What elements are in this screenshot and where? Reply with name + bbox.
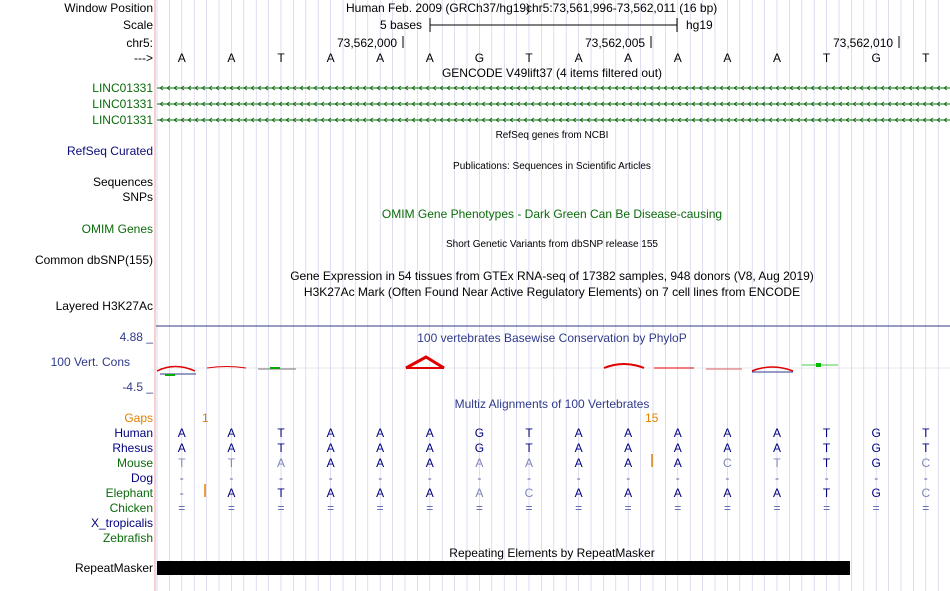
gap-count: 15: [645, 411, 659, 425]
rmsk-label[interactable]: RepeatMasker: [74, 561, 153, 575]
dbsnp-label[interactable]: Common dbSNP(155): [34, 253, 153, 267]
alignment-base: -: [675, 471, 680, 485]
alignment-base: C: [921, 456, 931, 470]
gencode-item-label[interactable]: LINC01331: [92, 97, 153, 111]
alignment-base: -: [775, 471, 779, 485]
species-label[interactable]: Elephant: [105, 486, 153, 500]
sequence-base: A: [425, 51, 434, 65]
window-position-label: Window Position: [64, 1, 153, 15]
tick-label: 73,562,005: [585, 36, 646, 50]
alignment-base: A: [574, 441, 583, 455]
alignment-base: G: [474, 441, 485, 455]
sequence-base: G: [871, 51, 881, 65]
refseq-track-title[interactable]: RefSeq genes from NCBI: [495, 130, 609, 141]
alignment-base: T: [822, 426, 831, 440]
alignment-base: -: [725, 471, 730, 485]
alignment-base: =: [277, 501, 285, 515]
multiz-track-title[interactable]: Multiz Alignments of 100 Vertebrates: [454, 397, 650, 411]
sequence-base: A: [574, 51, 583, 65]
tick-label: 73,562,010: [833, 36, 894, 50]
sequence-base: A: [624, 51, 633, 65]
alignment-base: -: [279, 471, 283, 485]
alignment-base: A: [673, 456, 682, 470]
gencode-track-title[interactable]: GENCODE V49lift37 (4 items filtered out): [441, 66, 663, 80]
sequence-base: G: [474, 51, 485, 65]
alignment-base: A: [673, 486, 682, 500]
sequence-base: A: [376, 51, 385, 65]
sequence-base: T: [277, 51, 285, 65]
alignment-base: =: [327, 501, 335, 515]
sequence-base: T: [525, 51, 533, 65]
alignment-base: T: [277, 441, 285, 455]
alignment-base: G: [871, 456, 881, 470]
sequence-base: A: [723, 51, 732, 65]
dbsnp-track-title[interactable]: Short Genetic Variants from dbSNP release 155: [446, 239, 658, 250]
alignment-base: T: [277, 486, 285, 500]
alignment-base: A: [276, 456, 285, 470]
cons-track-title[interactable]: 100 vertebrates Basewise Conservation by PhyloP: [417, 331, 687, 345]
alignment-base: A: [227, 441, 236, 455]
alignment-base: G: [871, 441, 881, 455]
alignment-base: A: [772, 426, 781, 440]
alignment-base: A: [376, 486, 385, 500]
alignment-base: -: [923, 471, 928, 485]
alignment-base: A: [723, 441, 732, 455]
alignment-base: =: [575, 501, 583, 515]
h3k27ac-label[interactable]: Layered H3K27Ac: [55, 299, 153, 313]
alignment-base: A: [673, 426, 682, 440]
alignment-base: A: [723, 426, 732, 440]
alignment-base: -: [874, 471, 879, 485]
alignment-base: =: [178, 501, 186, 515]
alignment-base: C: [921, 486, 931, 500]
alignment-base: -: [477, 471, 482, 485]
alignment-base: =: [823, 501, 831, 515]
alignment-base: C: [524, 486, 534, 500]
alignment-base: A: [227, 486, 236, 500]
alignment-base: T: [922, 441, 930, 455]
alignment-base: =: [872, 501, 880, 515]
alignment-base: =: [475, 501, 483, 515]
species-label[interactable]: X_tropicalis: [90, 516, 153, 530]
alignment-base: A: [376, 426, 385, 440]
pubs-label-sequences[interactable]: Sequences: [92, 175, 153, 189]
strand-arrow-label: --->: [134, 51, 153, 65]
alignment-base: =: [624, 501, 632, 515]
alignment-base: -: [179, 471, 184, 485]
alignment-base: G: [871, 426, 881, 440]
alignment-base: A: [574, 456, 583, 470]
alignment-base: -: [179, 486, 184, 500]
cons-max-label: 4.88 _: [119, 330, 153, 344]
scale-text: 5 bases: [380, 18, 423, 32]
species-label[interactable]: Rhesus: [112, 441, 153, 455]
alignment-base: =: [922, 501, 930, 515]
alignment-base: T: [922, 426, 930, 440]
repeat-element-bar[interactable]: [157, 561, 850, 575]
sequence-base: A: [227, 51, 236, 65]
alignment-base: A: [326, 486, 335, 500]
alignment-base: G: [871, 486, 881, 500]
alignment-base: =: [227, 501, 235, 515]
alignment-base: T: [822, 441, 831, 455]
alignment-base: =: [376, 501, 384, 515]
species-label[interactable]: Zebrafish: [102, 531, 153, 545]
species-label[interactable]: Mouse: [116, 456, 153, 470]
alignment-base: A: [624, 486, 633, 500]
alignment-base: -: [527, 471, 531, 485]
omim-label[interactable]: OMIM Genes: [81, 222, 153, 236]
alignment-base: A: [326, 441, 335, 455]
sequence-base: A: [177, 51, 186, 65]
alignment-base: A: [475, 486, 484, 500]
alignment-base: A: [624, 441, 633, 455]
alignment-base: =: [773, 501, 781, 515]
cons-min-label: -4.5 _: [122, 380, 153, 394]
alignment-base: A: [524, 456, 533, 470]
assembly-title: Human Feb. 2009 (GRCh37/hg19): [346, 1, 531, 15]
alignment-base: -: [576, 471, 581, 485]
species-label[interactable]: Dog: [130, 471, 153, 485]
alignment-base: T: [525, 441, 533, 455]
sequence-base: A: [673, 51, 682, 65]
tick-label: 73,562,000: [337, 36, 398, 50]
cons-label[interactable]: 100 Vert. Cons: [50, 355, 130, 369]
chrom-label: chr5:: [126, 36, 153, 50]
alignment-base: A: [177, 426, 186, 440]
species-label[interactable]: Human: [114, 426, 153, 440]
alignment-base: A: [376, 441, 385, 455]
alignment-base: =: [674, 501, 682, 515]
alignment-base: A: [227, 426, 236, 440]
alignment-base: A: [475, 456, 484, 470]
alignment-base: -: [824, 471, 829, 485]
h3k27ac-track-title[interactable]: H3K27Ac Mark (Often Found Near Active Regulatory Elements) on 7 cell lines from ENCODE: [303, 285, 801, 299]
alignment-base: -: [378, 471, 383, 485]
alignment-base: =: [525, 501, 533, 515]
alignment-base: A: [177, 441, 186, 455]
alignment-base: =: [426, 501, 434, 515]
omim-track-title[interactable]: OMIM Gene Phenotypes - Dark Green Can Be Disease-causing: [381, 207, 723, 221]
species-label[interactable]: Chicken: [109, 501, 153, 515]
alignment-base: C: [723, 456, 732, 470]
alignment-base: T: [773, 456, 781, 470]
gaps-label: Gaps: [124, 411, 153, 425]
pubs-track-title[interactable]: Publications: Sequences in Scientific Articles: [453, 161, 651, 172]
alignment-base: -: [229, 471, 234, 485]
rmsk-track-title[interactable]: Repeating Elements by RepeatMasker: [449, 546, 655, 560]
alignment-base: A: [723, 486, 732, 500]
alignment-base: A: [574, 426, 583, 440]
alignment-base: A: [425, 426, 434, 440]
alignment-base: G: [474, 426, 485, 440]
sequence-base: A: [772, 51, 781, 65]
refseq-label[interactable]: RefSeq Curated: [66, 144, 153, 158]
scale-label: Scale: [122, 18, 153, 32]
alignment-base: A: [574, 486, 583, 500]
alignment-base: T: [178, 456, 186, 470]
alignment-base: A: [425, 456, 434, 470]
window-position[interactable]: chr5:73,561,996-73,562,011 (16 bp): [526, 1, 718, 15]
scale-db: hg19: [686, 18, 713, 32]
alignment-base: T: [822, 456, 831, 470]
alignment-base: A: [425, 441, 434, 455]
alignment-base: A: [376, 456, 385, 470]
alignment-base: A: [772, 486, 781, 500]
alignment-base: A: [326, 456, 335, 470]
alignment-base: T: [227, 456, 236, 470]
alignment-base: A: [772, 441, 781, 455]
gap-count: 1: [202, 411, 209, 425]
alignment-base: =: [723, 501, 731, 515]
alignment-base: -: [626, 471, 631, 485]
alignment-base: T: [277, 426, 285, 440]
alignment-base: A: [624, 456, 633, 470]
gencode-item-label[interactable]: LINC01331: [92, 113, 153, 127]
alignment-base: A: [673, 441, 682, 455]
alignment-base: -: [427, 471, 432, 485]
sequence-base: A: [326, 51, 335, 65]
sequence-base: T: [922, 51, 930, 65]
alignment-base: A: [624, 426, 633, 440]
alignment-base: A: [425, 486, 434, 500]
alignment-base: T: [822, 486, 831, 500]
alignment-base: A: [326, 426, 335, 440]
gtex-track-title[interactable]: Gene Expression in 54 tissues from GTEx RNA-seq of 17382 samples, 948 donors (V8, Aug 2019): [290, 269, 814, 283]
alignment-base: -: [328, 471, 333, 485]
alignment-base: T: [525, 426, 533, 440]
sequence-base: T: [822, 51, 831, 65]
pubs-label-snps[interactable]: SNPs: [122, 190, 153, 204]
gencode-item-label[interactable]: LINC01331: [92, 81, 153, 95]
